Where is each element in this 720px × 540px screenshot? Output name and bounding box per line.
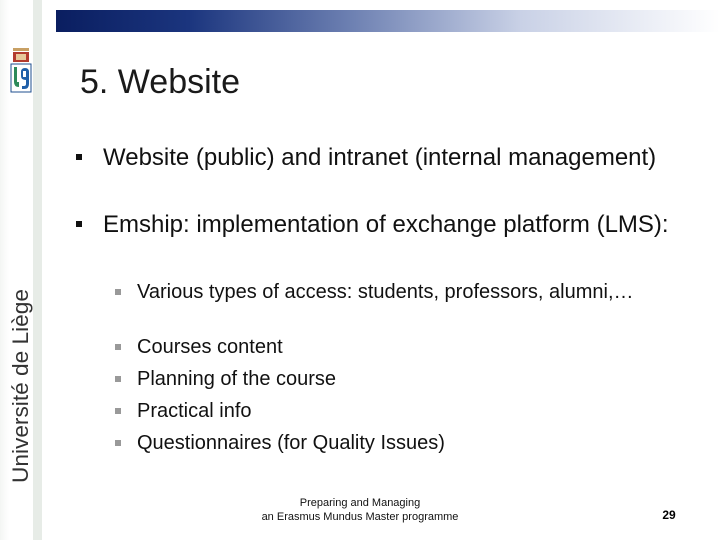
sub-bullet-square-icon bbox=[115, 344, 121, 350]
bullet-item bbox=[103, 210, 703, 240]
university-name-text: Université de Liège bbox=[8, 294, 33, 483]
university-name-vertical bbox=[8, 285, 34, 485]
sub-bullet-text: Practical info bbox=[137, 400, 252, 422]
sub-bullet-item bbox=[137, 367, 697, 391]
bullet-item bbox=[103, 143, 703, 173]
page-number: 29 bbox=[662, 508, 676, 522]
sub-bullet-item bbox=[137, 280, 637, 304]
sub-bullet-square-icon bbox=[115, 440, 121, 446]
sub-bullet-item bbox=[137, 335, 697, 359]
bullet-text: Website (public) and intranet (internal management) bbox=[103, 144, 657, 171]
sub-bullet-text: Planning of the course bbox=[137, 368, 337, 390]
bullet-text: Emship: implementation of exchange platform (LMS): bbox=[103, 211, 669, 238]
sub-bullet-text: Courses content bbox=[137, 336, 283, 358]
sub-bullet-item bbox=[137, 431, 697, 455]
sub-bullet-text: Questionnaires (for Quality Issues) bbox=[137, 432, 445, 454]
ulg-crest-icon bbox=[9, 48, 33, 96]
slide-title: 5. Website bbox=[80, 63, 241, 101]
bullet-square-icon bbox=[76, 221, 82, 227]
sidebar-panel bbox=[33, 0, 42, 540]
title-bar-gradient bbox=[56, 10, 720, 32]
sub-bullet-square-icon bbox=[115, 376, 121, 382]
bullet-square-icon bbox=[76, 154, 82, 160]
sub-bullet-item bbox=[137, 399, 697, 423]
sidebar bbox=[0, 0, 42, 540]
footer-line-2: an Erasmus Mundus Master programme bbox=[261, 511, 459, 523]
slide-footer bbox=[240, 496, 480, 524]
sub-bullet-square-icon bbox=[115, 289, 121, 295]
sub-bullet-text: Various types of access: students, professors, alumni,… bbox=[137, 281, 634, 303]
sub-bullet-square-icon bbox=[115, 408, 121, 414]
footer-line-1: Preparing and Managing bbox=[299, 497, 421, 509]
